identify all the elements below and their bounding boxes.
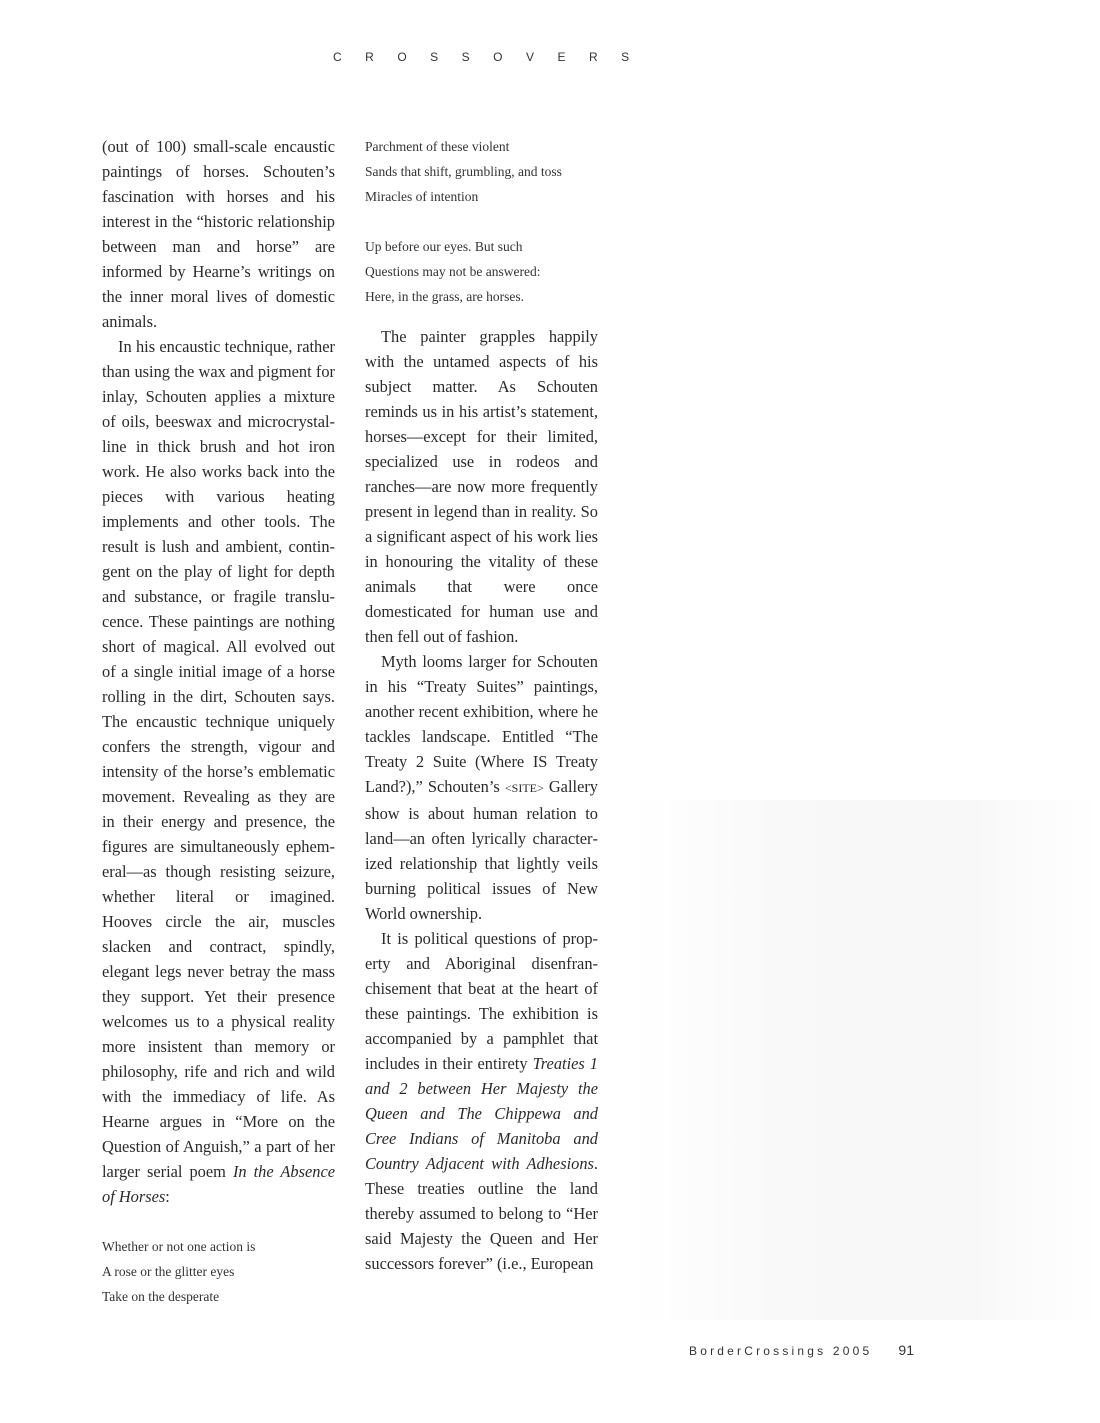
paragraph: Myth looms larger for Schouten in his “Treaty Suites” paintings, another recent exhibition, where he tackles landscape. Entitled “The Treaty 2 Suite (Where IS Treaty Land?),” Schouten’s <SITE> Gallery show is about human relation to land—an often lyrically characterized relationship that lightly veils burning political issues of New World ownership.	[365, 652, 598, 923]
column-right	[365, 134, 598, 1276]
paragraph: The painter grapples happily with the untamed aspects of his subject matter. As Schouten reminds us in his artist’s statement, horses—except for their limited, specialized use in rodeos and ranches—are now more frequently present in legend than in reality. So a significant aspect of his work lies in honouring the vitality of these animals that were once domesticated for human use and then fell out of fashion.	[365, 327, 598, 646]
document-title: Treaties 1 and 2 between Her Majesty the Queen and The Chippewa and Cree Indians of Manitoba and Country Adjacent with Adhesions	[365, 1054, 598, 1173]
poem-excerpt	[102, 1234, 335, 1309]
scan-shadow	[630, 800, 1100, 1320]
poem-line: Up before our eyes. But such	[365, 239, 523, 254]
page-number: 91	[898, 1342, 914, 1358]
poem-line: Sands that shift, grumbling, and toss	[365, 164, 562, 179]
publication-name: BorderCrossings 2005	[689, 1344, 873, 1358]
poem-line: A rose or the glitter eyes	[102, 1264, 235, 1279]
page-footer	[689, 1342, 914, 1358]
paragraph: In his encaustic technique, rather than using the wax and pigment for inlay, Schouten applies a mixture of oils, beeswax and microcrystalline in thick brush and hot iron work. He also works back into the pieces with various heating implements and other tools. The result is lush and ambient, contingent on the play of light for depth and substance, or fragile translucence. These paintings are nothing short of magical. All evolved out of a single initial image of a horse rolling in the dirt, Schouten says. The encaustic technique uniquely confers the strength, vigour and intensity of the horse’s emblematic movement. Revealing as they are in their energy and presence, the figures are simultaneously ephemeral—as though resisting seizure, whether literal or imagined. Hooves circle the air, muscles slacken and contract, spindly, elegant legs never betray the mass they support. Yet their presence welcomes us to a physical reality more insistent than memory or philosophy, rife and rich and wild with the immediacy of life. As Hearne argues in “More on the Question of Anguish,” a part of her larger serial poem In the Absence of Horses:	[102, 337, 335, 1206]
poem-line: Whether or not one action is	[102, 1239, 256, 1254]
paragraph: (out of 100) small-scale encaustic paintings of horses. Schouten’s fascination with horses and his interest in the “historic relationship between man and horse” are informed by Hearne’s writings on the inner moral lives of domestic animals.	[102, 137, 335, 331]
poem-line: Questions may not be answered:	[365, 264, 541, 279]
poem-line: Parchment of these violent	[365, 139, 510, 154]
poem-excerpt	[365, 134, 598, 309]
gallery-name: <SITE>	[504, 781, 544, 795]
column-left	[102, 134, 335, 1309]
stanza-break	[365, 209, 598, 234]
section-header: CROSSOVERS	[333, 50, 653, 64]
poem-line: Miracles of intention	[365, 189, 479, 204]
poem-title: In the Absence of Horses	[102, 1162, 335, 1206]
poem-line: Take on the desperate	[102, 1289, 220, 1304]
poem-line: Here, in the grass, are horses.	[365, 289, 524, 304]
paragraph: It is political questions of property and Aboriginal disenfranchisement that beat at the heart of these paintings. The exhibition is accompanied by a pamphlet that includes in their entirety Treaties 1 and 2 between Her Majesty the Queen and The Chippewa and Cree Indians of Manitoba and Country Adjacent with Adhesions. These treaties outline the land thereby assumed to belong to “Her said Majesty the Queen and Her successors forever” (i.e., European	[365, 929, 598, 1273]
